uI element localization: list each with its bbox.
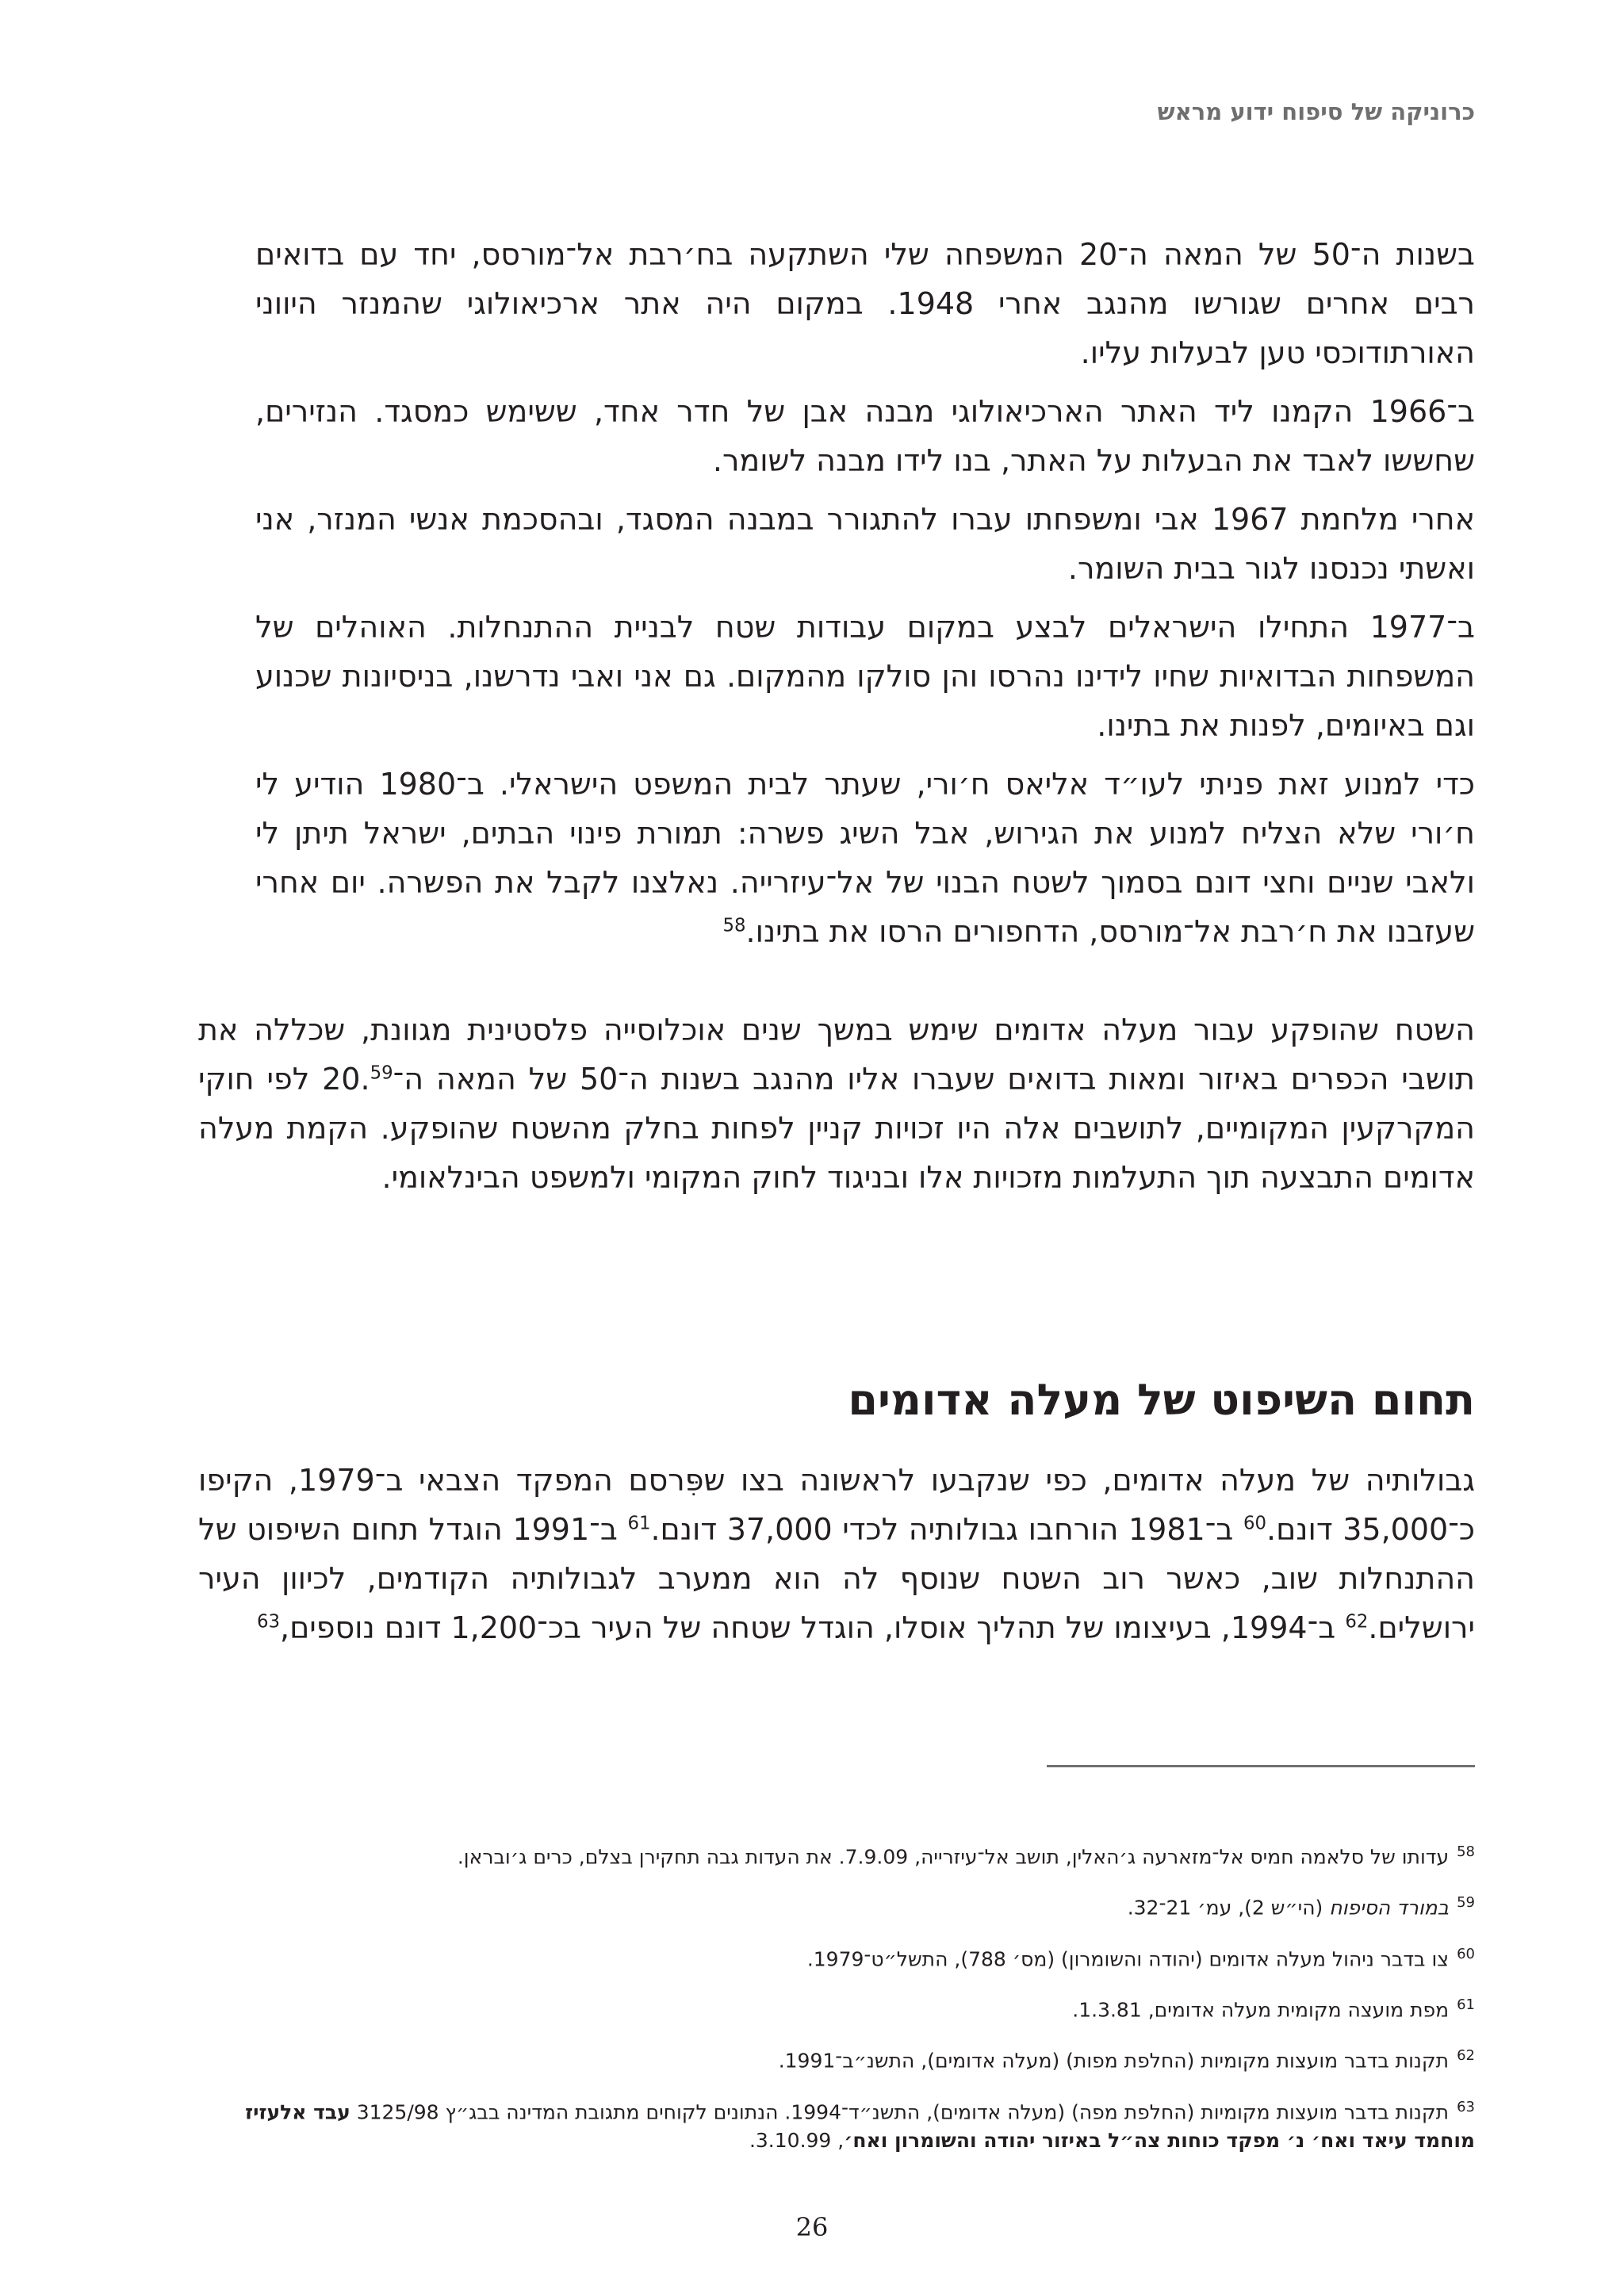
body-paragraph bbox=[198, 1005, 1475, 1202]
footnote bbox=[198, 2093, 1475, 2155]
section-paragraph-block bbox=[198, 1456, 1475, 1652]
footnote-ref[interactable]: 61 bbox=[627, 1513, 651, 1534]
footnote-ref[interactable]: 59 bbox=[370, 1062, 393, 1084]
footnote-text: תקנות בדבר מועצות מקומיות (החלפת מפה) (מעלה אדומים), התשנ״ד־1994. הנתונים לקוחים מתגובת המדינה בבג״ץ 3125/98 bbox=[350, 2100, 1450, 2123]
testimony-paragraph: ב־1977 התחילו הישראלים לבצע במקום עבודות שטח לבניית ההתנחלות. האוהלים של המשפחות הבדואיות שחיו לידינו נהרסו והן סולקו מהמקום. גם אני ואבי נדרשנו, בניסיונות שכנוע וגם באיומים, לפנות את בתינו. bbox=[255, 610, 1475, 743]
footnote-text: (הי״ש 2), עמ׳ 21־32. bbox=[1127, 1896, 1330, 1920]
testimony-paragraph: בשנות ה־50 של המאה ה־20 המשפחה שלי השתקעה בח׳רבת אל־מורסס, יחד עם בדואים רבים אחרים שגורשו מהנגב אחרי 1948. במקום היה אתר ארכיאולוגי שהמנזר היווני האורתודוכסי טען לבעלות עליו. bbox=[255, 237, 1475, 370]
footnote-text: מפת מועצה מקומית מעלה אדומים, 1.3.81. bbox=[1072, 1998, 1450, 2022]
footnote-ref[interactable]: 60 bbox=[1243, 1513, 1267, 1534]
footnote-number: 63 bbox=[1457, 2098, 1475, 2115]
page-number: 26 bbox=[795, 2212, 829, 2242]
footnote-number: 62 bbox=[1457, 2047, 1475, 2065]
body-text-part: השטח שהופקע עבור מעלה אדומים שימש במשך שנים אוכלוסייה פלסטינית מגוונת, שכללה את תושבי הכפרים באיזור ומאות בדואים שעברו אליו מהנגב בשנות ה־50 של המאה ה־20. bbox=[198, 1013, 1475, 1097]
section-text-part: ב־1994, בעיצומו של תהליך אוסלו, הוגדל שטחה של העיר בכ־1,200 דונם נוספים, bbox=[279, 1610, 1346, 1645]
footnote-text: עדותו של סלאמה חמיס אל־מזארעה ג׳האלין, תושב אל־עיזרייה, 7.9.09. את העדות גבה תחקירן בצלם, כרים ג׳ובראן. bbox=[457, 1845, 1450, 1869]
body-paragraph-block bbox=[198, 1005, 1475, 1202]
footnote bbox=[198, 2042, 1475, 2075]
footnote-number: 61 bbox=[1457, 1996, 1475, 2013]
footnote-text: צו בדבר ניהול מעלה אדומים (יהודה והשומרון) (מס׳ 788), התשל״ט־1979. bbox=[806, 1947, 1450, 1970]
section-text-part: ב־1981 הורחבו גבולותיה לכדי 37,000 דונם. bbox=[650, 1512, 1243, 1547]
footnote-number: 60 bbox=[1457, 1945, 1475, 1962]
section-paragraph bbox=[198, 1456, 1475, 1652]
footnote-text: תקנות בדבר מועצות מקומיות (החלפת מפות) (מעלה אדומים), התשנ״ב־1991. bbox=[778, 2049, 1450, 2073]
footnote-divider bbox=[1047, 1765, 1475, 1767]
testimony-paragraph: אחרי מלחמת 1967 אבי ומשפחתו עברו להתגורר במבנה המסגד, ובהסכמת אנשי המנזר, אני ואשתי נכנסנו לגור בבית השומר. bbox=[255, 502, 1475, 586]
footnote bbox=[198, 1991, 1475, 2024]
footnote-case-name: עבד אלעזיז מוחמד עיאד ואח׳ נ׳ מפקד כוחות צה״ל באיזור יהודה והשומרון ואח׳ bbox=[245, 2100, 1475, 2152]
testimony-last-text: כדי למנוע זאת פניתי לעו״ד אליאס ח׳ורי, שעתר לבית המשפט הישראלי. ב־1980 הודיע לי ח׳ורי שלא הצליח למנוע את הגירוש, אבל השיג פשרה: תמורת פינוי הבתים, ישראל תיתן לי ולאבי שניים וחצי דונם בסמוך לשטח הבנוי של אל־עיזרייה. נאלצנו לקבל את הפשרה. יום אחרי שעזבנו את ח׳רבת אל־מורסס, הדחפורים הרסו את בתינו. bbox=[255, 767, 1475, 949]
footnote bbox=[198, 1838, 1475, 1871]
running-header: כרוניקה של סיפוח ידוע מראש bbox=[1157, 98, 1475, 125]
section-text-part: גבולותיה של מעלה אדומים, כפי שנקבעו לראשונה בצו שפִּרסם המפקד הצבאי ב־1979, הקיפו כ־35,000 דונם. bbox=[198, 1463, 1476, 1547]
footnote-ref[interactable]: 58 bbox=[722, 915, 746, 936]
testimony-paragraph bbox=[255, 760, 1475, 956]
testimony-paragraph: ב־1966 הקמנו ליד האתר הארכיאולוגי מבנה אבן של חדר אחד, ששימש כמסגד. הנזירים, שחששו לאבד את הבעלות על האתר, בנו לידו מבנה לשומר. bbox=[255, 394, 1475, 478]
section-heading: תחום השיפוט של מעלה אדומים bbox=[848, 1375, 1475, 1425]
footnote bbox=[198, 1889, 1475, 1922]
section-text-part: ב־1991 הוגדל תחום השיפוט של ההתנחלות שוב, כאשר רוב השטח שנוסף לה הוא ממערב לגבולותיה הקודמים, לכיוון העיר ירושלים. bbox=[198, 1512, 1475, 1645]
footnote-number: 58 bbox=[1457, 1843, 1475, 1860]
footnotes-list bbox=[198, 1838, 1475, 2172]
footnote-ref[interactable]: 63 bbox=[256, 1611, 280, 1633]
footnote-text-end: , 3.10.99. bbox=[749, 2128, 845, 2152]
footnote bbox=[198, 1940, 1475, 1973]
footnote-number: 59 bbox=[1457, 1894, 1475, 1912]
testimony-block bbox=[255, 230, 1475, 966]
footnote-book-title: במורד הסיפוח bbox=[1329, 1896, 1450, 1920]
footnote-ref[interactable]: 62 bbox=[1345, 1611, 1369, 1633]
body-text-part: לפי חוקי המקרקעין המקומיים, לתושבים אלה היו זכויות קניין לפחות בחלק מהשטח שהופקע. הקמת מעלה אדומים התבצעה תוך התעלמות מזכויות אלו ובניגוד לחוק המקומי ולמשפט הבינלאומי. bbox=[198, 1062, 1475, 1195]
